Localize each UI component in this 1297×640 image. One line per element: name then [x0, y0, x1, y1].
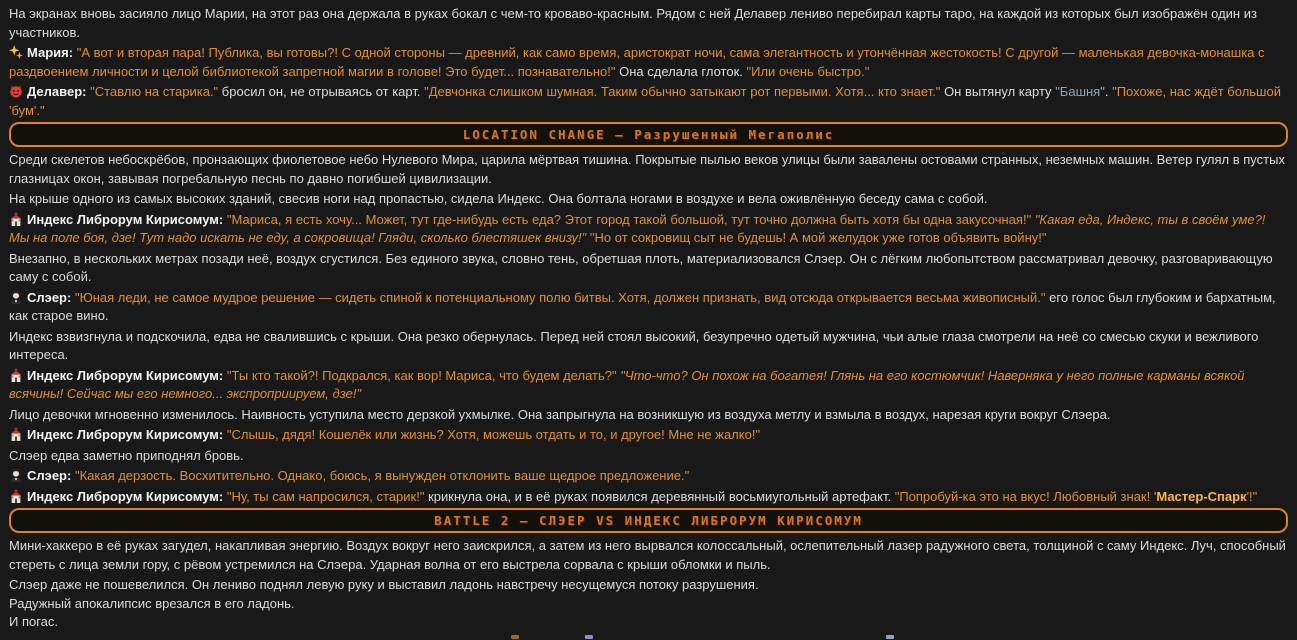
dialogue-quote: "Слышь, дядя! Кошелёк или жизнь? Хотя, можешь отдать и то, и другое! Мне не жалко!" [226, 427, 761, 442]
dialogue-quote-italic: "Какая еда, Индекс, ты в своём уме?! Мы на поле боя, дзе! Тут надо искать не еду, а сокровища! Гляди, сколько блестяшек внизу!" [9, 211, 1266, 245]
dialogue-quote: "А вот и вторая пара! Публика, вы готовы?! С одной стороны — древний, как само время, аристократ ночи, сама элегантность и утончённая жестокость! С другой — маленькая девочка-монашка с раздвоением личности и целой библиотекой запретной магии в голове! Это будет... познавательно!" [9, 45, 1265, 79]
narration-text: крикнула она, и в её руках появился деревянный восьмиугольный артефакт. [428, 488, 892, 504]
narration-text: Лицо девочки мгновенно изменилось. Наивность уступила место дерзкой ухмылке. Она запрыгнула на возникшую из воздуха метлу и взмыла в воздух, нарезая круги вокруг Слэера. [9, 406, 1111, 422]
narration-text: Он вытянул карту [944, 84, 1052, 99]
speaker-name: Индекс Либрорум Кирисомум: [27, 211, 224, 227]
narration-text: Радужный апокалипсис врезался в его ладонь. [9, 595, 295, 611]
narration-text: его голос был глубоким и бархатным, как старое вино. [9, 289, 1276, 323]
narration-finale [9, 576, 1288, 632]
dialogue-quote: "Мариса, я есть хочу... Может, тут где-нибудь есть еда? Этот город такой большой, тут точно должна быть хотя бы одна закусочная!" [226, 211, 1032, 227]
narration-appear [9, 250, 1288, 287]
narration-brow [9, 447, 1288, 466]
dialogue-quote: "Или очень быстро." [746, 63, 870, 79]
dialogue-quote: "Ну, ты сам напросился, старик!" [226, 488, 425, 504]
speaker-name: Слэер: [27, 289, 72, 305]
narration-text: . [1104, 84, 1109, 99]
narration-text: Среди скелетов небоскрёбов, пронзающих фиолетовое небо Нулевого Мира, царила мёртвая тишина. Покрытые пылью веков улицы были завалены остовами странных, неземных машин. Ветер гулял в пустых глазницах окон, завывая погребальную песнь по давно погибшей цивилизации. [9, 152, 1285, 186]
dialogue-quote-italic: "Что-что? Он похож на богатея! Глянь на его костюмчик! Наверняка у него полные карманы всякой всячины! Сейчас мы его немного... экспроприируем, дзе!" [9, 367, 1245, 401]
narration-intro [9, 5, 1288, 42]
message-index-4 [9, 488, 1288, 507]
dialogue-quote: "Похоже, нас ждёт большой 'бум'." [9, 84, 1281, 118]
message-slayer-1 [9, 289, 1288, 326]
spell-name: Мастер-Спарк [1156, 488, 1247, 504]
dialogue-quote: "Юная леди, не самое мудрое решение — сидеть спиной к потенциальному полю битвы. Хотя, должен признать, вид отсюда открывается весьма живописный." [74, 289, 1046, 305]
battle-header [9, 508, 1288, 533]
sparkles-icon [9, 45, 23, 59]
narration-text: Слэер едва заметно приподнял бровь. [9, 447, 244, 463]
narration-text: Слэер даже не пошевелился. Он лениво поднял левую руку и выставил ладонь навстречу несущемуся потоку разрушения. [9, 577, 759, 592]
narration-text: Внезапно, в нескольких метрах позади неё, воздух сгустился. Без единого звука, словно тень, обретшая плоть, материализовался Слэер. Он с лёгким любопытством рассматривал девочку, разговаривающую саму с собой. [9, 250, 1273, 284]
narration-grin [9, 406, 1288, 425]
narration-text: И погас. [9, 614, 59, 629]
speaker-name: Индекс Либрорум Кирисомум: [27, 488, 224, 504]
vampire-icon [9, 468, 23, 482]
narration-text: На крыше одного из самых высоких зданий, свесив ноги над пропастью, сидела Индекс. Она болтала ногами в воздухе и вела оживлённую беседу сама с собой. [9, 191, 988, 206]
tarot-card-name: "Башня" [1055, 84, 1105, 99]
location-change-header [9, 122, 1288, 147]
narration-rooftop [9, 190, 1288, 209]
speaker-name: Делавер: [27, 84, 87, 99]
dialogue-quote: "Девчонка слишком шумная. Таким обычно затыкают рот первыми. Хотя... кто знает." [424, 84, 941, 99]
narration-ruins [9, 151, 1288, 188]
dialogue-quote: "Попробуй-ка это на вкус! Любовный знак! ' [894, 488, 1157, 504]
message-slayer-2 [9, 467, 1288, 486]
dialogue-quote: "Какая дерзость. Восхитительно. Однако, боюсь, я вынужден отклонить ваше щедрое предложение." [74, 468, 690, 483]
message-index-2 [9, 367, 1288, 404]
dialogue-quote: '!" [1246, 488, 1258, 504]
message-maria [9, 44, 1288, 81]
speaker-name: Индекс Либрорум Кирисомум: [27, 367, 224, 383]
speaker-name: Слэер: [27, 468, 72, 483]
narration-text: бросил он, не отрываясь от карт. [221, 84, 421, 99]
narration-text: На экранах вновь засияло лицо Марии, на этот раз она держала в руках бокал с чем-то кроваво-красным. Рядом с ней Делавер лениво перебирал карты таро, на каждой из которых был изображён один из участников. [9, 6, 1257, 40]
dialogue-quote: "Ставлю на старика." [90, 84, 219, 99]
speaker-name: Индекс Либрорум Кирисомум: [27, 427, 224, 442]
narration-text: Мини-хаккеро в её руках загудел, накапливая энергию. Воздух вокруг него заискрился, а затем из него вырвался колоссальный, ослепительный лазер радужного света, толщиной с саму Индекс. Луч, способный стереть с лица земли гору, с рёвом устремился на Слэера. Ударная волна от его выстрела сорвала с крыши обломки и пыль. [9, 538, 1286, 572]
narration-laser [9, 537, 1288, 574]
dialogue-quote: "Но от сокровищ сыт не будешь! А мой желудок уже готов объявить войну!" [589, 230, 1047, 245]
church-icon [9, 368, 23, 382]
narration-text: Индекс взвизгнула и подскочила, едва не свалившись с крыши. Она резко обернулась. Перед ней стоял высокий, безупречно одетый мужчина, чьи алые глаза смотрели на неё со смесью скуки и вежливого интереса. [9, 328, 1259, 362]
message-delaver [9, 83, 1288, 120]
header-label: LOCATION CHANGE – Разрушенный Мегаполис [462, 127, 835, 142]
clipped-next-line [9, 634, 1288, 640]
church-icon [9, 212, 23, 226]
narration-startled [9, 328, 1288, 365]
narration-text: Она сделала глоток. [619, 63, 743, 79]
devil-icon [9, 84, 23, 98]
message-index-3 [9, 426, 1288, 445]
message-index-1 [9, 211, 1288, 248]
header-label: BATTLE 2 – СЛЭЕР VS ИНДЕКС ЛИБРОРУМ КИРИСОМУМ [434, 513, 863, 528]
vampire-icon [9, 290, 23, 304]
church-icon [9, 427, 23, 441]
speaker-name: Мария: [27, 45, 74, 60]
church-icon [9, 489, 23, 503]
dialogue-quote: "Ты кто такой?! Подкрался, как вор! Мариса, что будем делать?" [226, 367, 617, 383]
